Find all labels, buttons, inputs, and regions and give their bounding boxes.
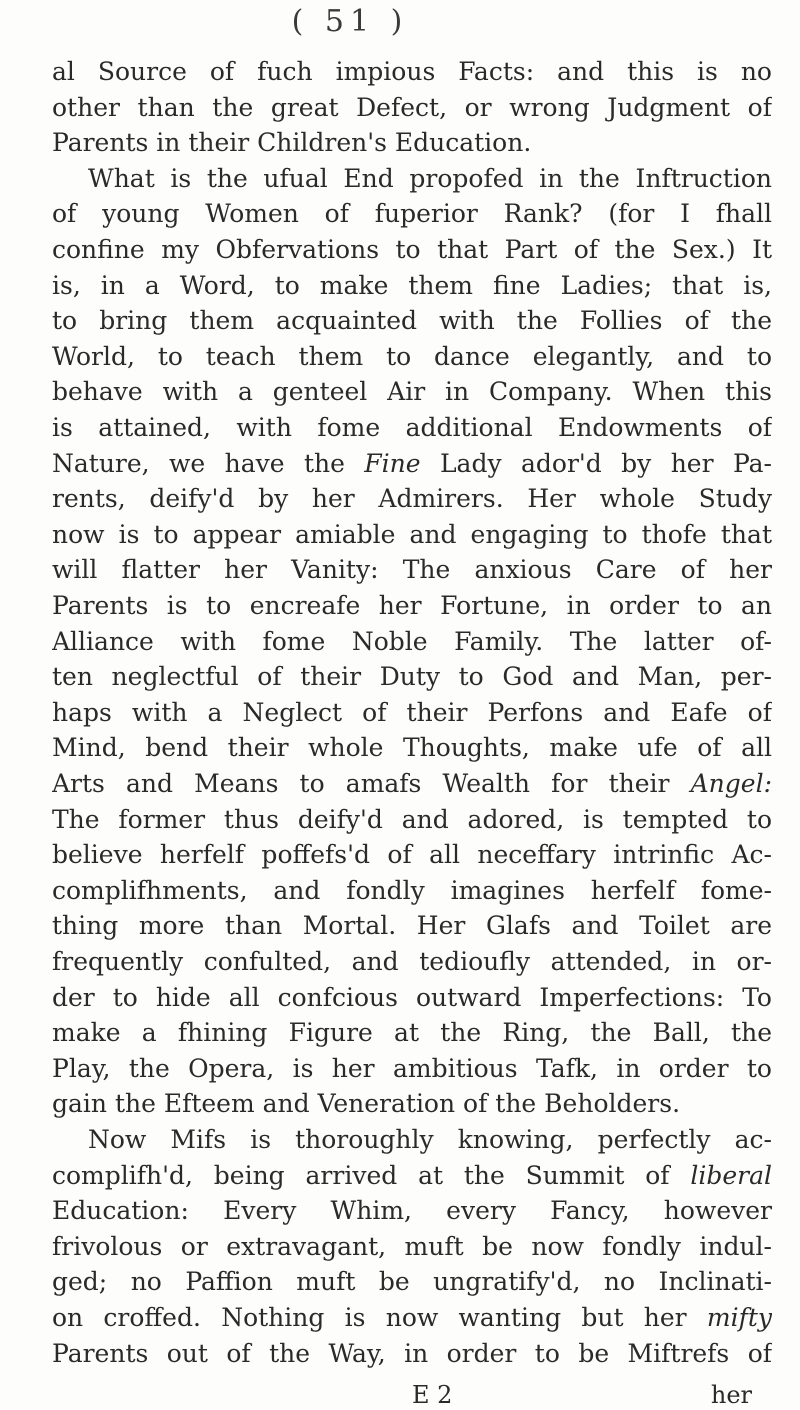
text-line: of young Women of fuperior Rank? (for I fhall	[52, 199, 772, 229]
text-line: Now Mifs is thoroughly knowing, perfectly ac-	[88, 1125, 772, 1154]
text-line: gain the Efteem and Veneration of the Beholders.	[52, 1089, 681, 1119]
text-line: Parents out of the Way, in order to be Miftrefs of	[52, 1338, 772, 1368]
text-line: frivolous or extravagant, muft be now fondly indul-	[52, 1231, 772, 1261]
page-number: ( 51 )	[291, 4, 409, 39]
text-line: The former thus deify'd and adored, is tempted to	[52, 804, 772, 834]
text-line: haps with a Neglect of their Perfons and Eafe of	[52, 697, 772, 727]
text-line: Play, the Opera, is her ambitious Tafk, in order to	[52, 1053, 772, 1083]
text-line: der to hide all confcious outward Imperfections: To	[52, 982, 772, 1012]
text-line: Parents is to encreafe her Fortune, in order to an	[52, 591, 772, 620]
text-line: complifh'd, being arrived at the Summit of liberal	[52, 1160, 772, 1190]
text-line: believe herfelf poffefs'd of all neceffary intrinfic Ac-	[52, 840, 772, 870]
text-line: other than the great Defect, or wrong Judgment of	[52, 92, 772, 122]
catchword: her	[710, 1381, 752, 1409]
text-line: What is the ufual End propofed in the Inftruction	[88, 163, 772, 193]
text-line: ten neglectful of their Duty to God and Man, per-	[52, 662, 772, 692]
text-line: confine my Obfervations to that Part of the Sex.) It	[52, 235, 772, 264]
text-line: frequently confulted, and tedioufly attended, in or-	[52, 947, 772, 976]
text-line: al Source of fuch impious Facts: and this is no	[52, 57, 772, 86]
text-line: will flatter her Vanity: The anxious Care of her	[52, 555, 772, 585]
signature-mark: E 2	[412, 1381, 453, 1409]
text-line: Nature, we have the Fine Lady ador'd by her Pa-	[52, 448, 772, 478]
text-line: Mind, bend their whole Thoughts, make ufe of all	[52, 733, 772, 763]
text-line: rents, deify'd by her Admirers. Her whole Study	[52, 484, 772, 514]
text-line: ged; no Paffion muft be ungratify'd, no Inclinati-	[52, 1267, 772, 1297]
text-line: is attained, with fome additional Endowments of	[52, 413, 772, 442]
text-line: Education: Every Whim, every Fancy, however	[52, 1196, 772, 1226]
text-line: make a fhining Figure at the Ring, the Ball, the	[52, 1018, 772, 1048]
text-line: behave with a genteel Air in Company. When this	[52, 377, 772, 407]
text-line: is, in a Word, to make them fine Ladies; that is,	[52, 270, 772, 300]
text-line: Alliance with fome Noble Family. The latter of-	[52, 626, 772, 656]
page-footer	[52, 1380, 772, 1410]
text-line: Arts and Means to amafs Wealth for their Angel:	[52, 769, 772, 798]
text-line: to bring them acquainted with the Follies of the	[52, 306, 772, 336]
text-line: World, to teach them to dance elegantly, and to	[52, 341, 772, 371]
text-line: thing more than Mortal. Her Glafs and Toilet are	[52, 911, 772, 941]
text-line: now is to appear amiable and engaging to thofe that	[52, 519, 772, 549]
text-line: Parents in their Children's Education.	[52, 128, 532, 158]
text-line: on croffed. Nothing is now wanting but her mifty	[52, 1303, 772, 1332]
text-line: complifhments, and fondly imagines herfelf fome-	[52, 875, 772, 905]
